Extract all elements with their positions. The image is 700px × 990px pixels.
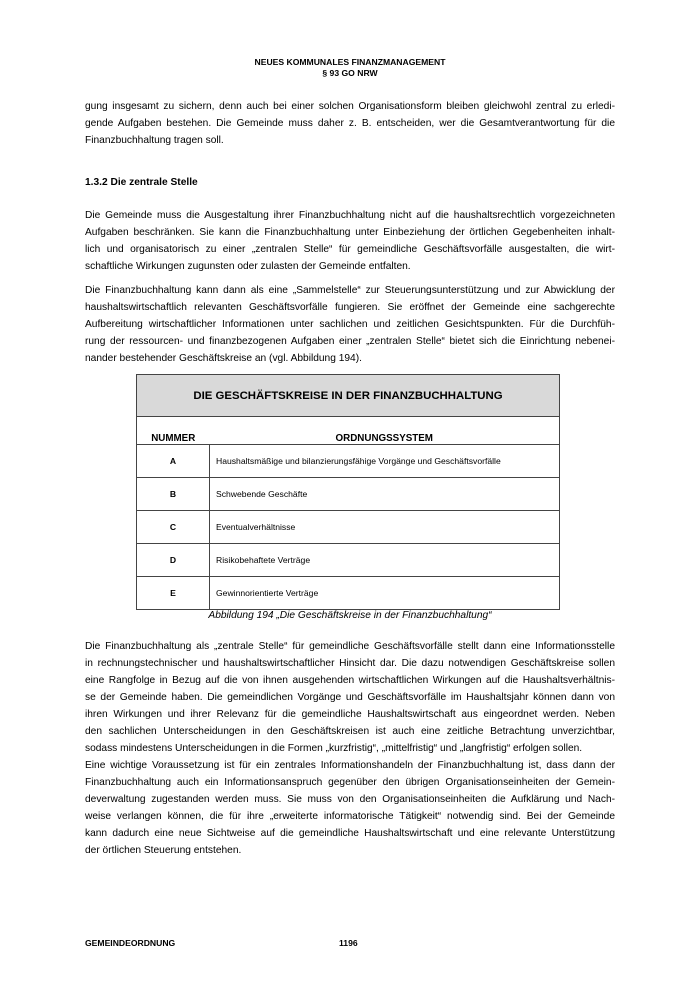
row-text: Eventualverhältnisse — [210, 511, 560, 544]
text-line: Aufbereitung wirtschaftlicher Informationen unter sachlichen und zeitlichen Gesichtspunkten. Für die Durchfüh- — [85, 319, 615, 330]
text-line: nander bestehender Geschäftskreise an (vgl. Abbildung 194). — [85, 353, 362, 364]
text-line: Die Finanzbuchhaltung kann dann als eine „Sammelstelle“ zur Steuerungsunterstützung und zur Abwicklung der — [85, 285, 615, 296]
text-line: ihren Wirkungen und ihrer Relevanz für die gemeindliche Haushaltswirtschaft aus eingeordnet werden. Neben — [85, 709, 615, 720]
geschaeftskreise-table — [136, 374, 560, 610]
text-line: der örtlichen Steuerung entstehen. — [85, 845, 242, 856]
paragraph-4 — [85, 638, 615, 757]
column-header-ordnungssystem: ORDNUNGSSYSTEM — [210, 417, 560, 445]
header-section: § 93 GO NRW — [322, 68, 378, 78]
text-line: deverwaltung zugestanden werden muss. Sie muss von den Organisationseinheiten die Aufklärung und Nach- — [85, 794, 615, 805]
text-line: lich und organisatorisch zu einer „zentralen Stelle“ für gemeindliche Geschäftsvorfälle ausgestalten, die wirt- — [85, 244, 615, 255]
paragraph-2 — [85, 207, 615, 275]
text-line: weise verlangen können, die für ihre „erweiterte informatorische Tätigkeit“ notwendig sind. Bei der Gemeinde — [85, 811, 615, 822]
text-line: gende Aufgaben bestehen. Die Gemeinde muss daher z. B. entscheiden, wer die Gesamtverantwortung für die — [85, 118, 615, 129]
text-line: Die Finanzbuchhaltung als „zentrale Stelle“ für gemeindliche Geschäftsvorfälle stellt dann eine Informationsstelle — [85, 641, 615, 652]
footer-title: GEMEINDEORDNUNG — [85, 938, 176, 948]
text-line: schaftliche Wirkungen zugunsten oder zulasten der Gemeinde entfalten. — [85, 261, 411, 272]
text-line: haushaltswirtschaftlich relevanten Geschäftsvorfälle fungieren. Sie eröffnet der Gemeinde eine sachgerechte — [85, 302, 615, 313]
paragraph-1 — [85, 98, 615, 149]
text-line: in rechnungstechnischer und haushaltswirtschaftlicher Hinsicht dar. Die dazu notwendigen Geschäftskreise sollen — [85, 658, 615, 669]
header-title: NEUES KOMMUNALES FINANZMANAGEMENT — [254, 57, 446, 67]
text-line: se der Gemeinde haben. Die gemeindlichen Vorgänge und Geschäftsvorfälle im Haushaltsjahr können dann von — [85, 692, 615, 703]
text-line: Finanzbuchhaltung auch ein Informationsanspruch gegenüber den übrigen Organisationseinheiten der Gemein- — [85, 777, 615, 788]
table-title: DIE GESCHÄFTSKREISE IN DER FINANZBUCHHALTUNG — [137, 375, 560, 417]
text-line: rung der ressourcen- und finanzbezogenen Aufgaben einer „zentralen Stelle“ bietet sich die Einrichtung nebenei- — [85, 336, 615, 347]
table-row — [137, 511, 560, 544]
paragraph-5 — [85, 757, 615, 859]
row-text: Schwebende Geschäfte — [210, 478, 560, 511]
text-line: gung insgesamt zu sichern, denn auch bei einer solchen Organisationsform bleiben gleichwohl zentral zu erledi- — [85, 101, 615, 112]
row-text: Gewinnorientierte Verträge — [210, 577, 560, 610]
text-line: Aufgaben beschränken. Sie kann die Finanzbuchhaltung unter Einbeziehung der örtlichen Gegebenheiten inhalt- — [85, 227, 615, 238]
text-line: eine Rangfolge in Bezug auf die von ihnen ausgehenden wirtschaftlichen Wirkungen auf die Haushaltsverhältnis- — [85, 675, 615, 686]
text-line: den sachlichen Unterscheidungen in den Geschäftskreisen ist auch eine zeitliche Betrachtung unverzichtbar, — [85, 726, 615, 737]
row-number: E — [137, 577, 210, 610]
row-text: Haushaltsmäßige und bilanzierungsfähige Vorgänge und Geschäftsvorfälle — [210, 445, 560, 478]
table-row — [137, 577, 560, 610]
table-row — [137, 445, 560, 478]
table-row — [137, 544, 560, 577]
row-number: D — [137, 544, 210, 577]
text-line: sodass mindestens Unterscheidungen in die Formen „kurzfristig“, „mittelfristig“ und „langfristig“ erfolgen sollen. — [85, 743, 583, 754]
row-number: B — [137, 478, 210, 511]
row-number: A — [137, 445, 210, 478]
column-header-nummer: NUMMER — [137, 417, 210, 445]
paragraph-3 — [85, 282, 615, 367]
table-row — [137, 478, 560, 511]
row-number: C — [137, 511, 210, 544]
text-line: Finanzbuchhaltung tragen soll. — [85, 135, 224, 146]
page-number: 1196 — [339, 938, 358, 948]
text-line: kann dadurch eine neue Sichtweise auf die gemeindliche Haushaltswirtschaft und eine relevante Unterstützung — [85, 828, 615, 839]
text-line: Eine wichtige Voraussetzung ist für ein zentrales Informationshandeln der Finanzbuchhaltung ist, dass dann der — [85, 760, 615, 771]
page-header — [0, 57, 700, 79]
figure-caption: Abbildung 194 „Die Geschäftskreise in der Finanzbuchhaltung“ — [208, 610, 492, 621]
section-heading: 1.3.2 Die zentrale Stelle — [85, 177, 198, 188]
row-text: Risikobehaftete Verträge — [210, 544, 560, 577]
text-line: Die Gemeinde muss die Ausgestaltung ihrer Finanzbuchhaltung nicht auf die haushaltsrechtlich vorgezeichneten — [85, 210, 615, 221]
